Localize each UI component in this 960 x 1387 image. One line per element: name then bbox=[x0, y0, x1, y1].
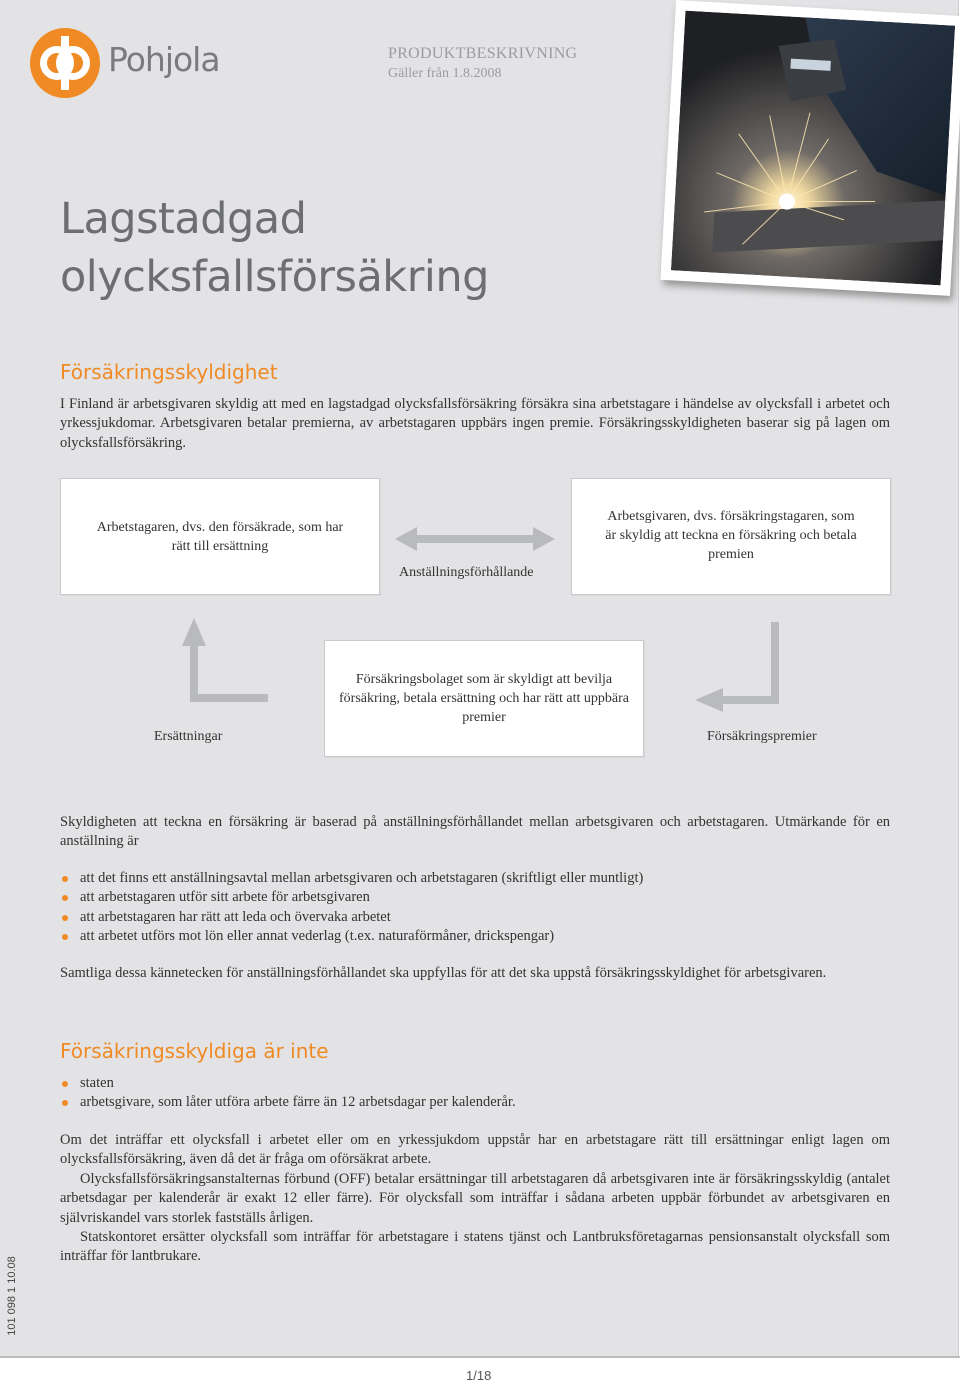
exempt-list bbox=[60, 1074, 516, 1113]
exempt-paragraph-3: Statskontoret ersätter olycksfall som inträffar för arbetstagare i statens tjänst och Lantbruksföretagarnas pensionsanstalt olycksfall som inträffar för lantbrukare. bbox=[60, 1229, 890, 1265]
employment-conclusion-text: Samtliga dessa kännetecken för anställningsförhållandet ska uppfyllas för att det ska uppstå försäkringsskyldighet för arbetsgivaren. bbox=[60, 965, 827, 981]
obligation-paragraph: I Finland är arbetsgivaren skyldig att med en lagstadgad olycksfallsförsäkring försäkra sina arbetstagare i händelse av olycksfall i arbetet och yrkessjukdomar. Arbetsgivaren betalar premierna, av arbetstagaren uppbärs ingen premie. Försäkringsskyldigheten baserar sig på lagen om olycksfallsförsäkring. bbox=[60, 396, 890, 451]
double-arrow-icon bbox=[395, 525, 555, 555]
premium-label: Försäkringspremier bbox=[707, 729, 817, 744]
page-divider bbox=[0, 1356, 960, 1358]
page-number: 1/18 bbox=[466, 1368, 492, 1383]
list-item: staten bbox=[60, 1074, 516, 1093]
section-body-obligation bbox=[60, 395, 890, 453]
employee-box-text: Arbetstagaren, dvs. den försäkrade, som har rätt till ersättning bbox=[96, 519, 344, 554]
list-item: arbetsgivare, som låter utföra arbete färre än 12 arbetsdagar per kalenderår. bbox=[60, 1093, 516, 1112]
title-line-1: Lagstadgad bbox=[60, 194, 307, 244]
welding-photo bbox=[660, 0, 960, 296]
employment-intro-text: Skyldigheten att teckna en försäkring är baserad på anställningsförhållandet mellan arbetsgivaren och arbetstagaren. Utmärkande för en anställning är bbox=[60, 814, 890, 850]
title-line-2: olycksfallsförsäkring bbox=[60, 252, 489, 302]
insurer-box-text: Försäkringsbolaget som är skyldigt att bevilja försäkring, betala ersättning och har rätt att uppbära premier bbox=[339, 672, 629, 725]
section-heading-obligation: Försäkringsskyldighet bbox=[60, 360, 278, 384]
employer-box bbox=[571, 478, 891, 595]
employee-box bbox=[60, 478, 380, 595]
compensation-label: Ersättningar bbox=[154, 729, 223, 744]
page-title bbox=[60, 190, 489, 306]
document-type: PRODUKTBESKRIVNING bbox=[388, 45, 578, 62]
list-item: att det finns ett anställningsavtal mellan arbetsgivaren och arbetstagaren (skriftligt eller muntligt) bbox=[60, 869, 643, 888]
exempt-paragraph-1: Om det inträffar ett olycksfall i arbetet eller om en yrkessjukdom uppstår har en arbetstagare rätt till ersättningar enligt lagen om olycksfallsförsäkring, även då det är fråga om oförsäkrat arbete. bbox=[60, 1132, 890, 1168]
employment-intro bbox=[60, 813, 890, 852]
employment-conclusion bbox=[60, 964, 890, 983]
compensation-arrow-icon bbox=[180, 618, 275, 708]
list-item: att arbetstagaren utför sitt arbete för arbetsgivaren bbox=[60, 888, 643, 907]
valid-from-date: Gäller från 1.8.2008 bbox=[388, 66, 502, 81]
premium-arrow-icon bbox=[695, 622, 785, 717]
list-item: att arbetet utförs mot lön eller annat vederlag (t.ex. naturaförmåner, drickspengar) bbox=[60, 927, 643, 946]
list-item: att arbetstagaren har rätt att leda och övervaka arbetet bbox=[60, 908, 643, 927]
document-code: 101 098 1 10.08 bbox=[5, 1256, 18, 1336]
relation-label: Anställningsförhållande bbox=[399, 565, 534, 580]
exempt-body bbox=[60, 1131, 890, 1267]
brand-name: Pohjola bbox=[108, 40, 220, 79]
exempt-paragraph-2: Olycksfallsförsäkringsanstalternas förbund (OFF) betalar ersättningar till arbetstagaren då arbetsgivaren inte är försäkringsskyldig (antalet arbetsdagar per kalenderår är exakt 12 eller färre). För olycksfall som inträffar i sådana arbeten uppbär förbundet av arbetsgivaren en självriskandel vars storlek fastställs årligen. bbox=[60, 1170, 890, 1226]
employer-box-text: Arbetsgivaren, dvs. försäkringstagaren, som är skyldig att teckna en försäkring och betala premien bbox=[605, 509, 857, 562]
section-heading-exempt: Försäkringsskyldiga är inte bbox=[60, 1039, 329, 1063]
pohjola-logo-icon bbox=[30, 28, 100, 98]
employment-criteria-list bbox=[60, 869, 643, 947]
insurer-box bbox=[324, 640, 644, 757]
